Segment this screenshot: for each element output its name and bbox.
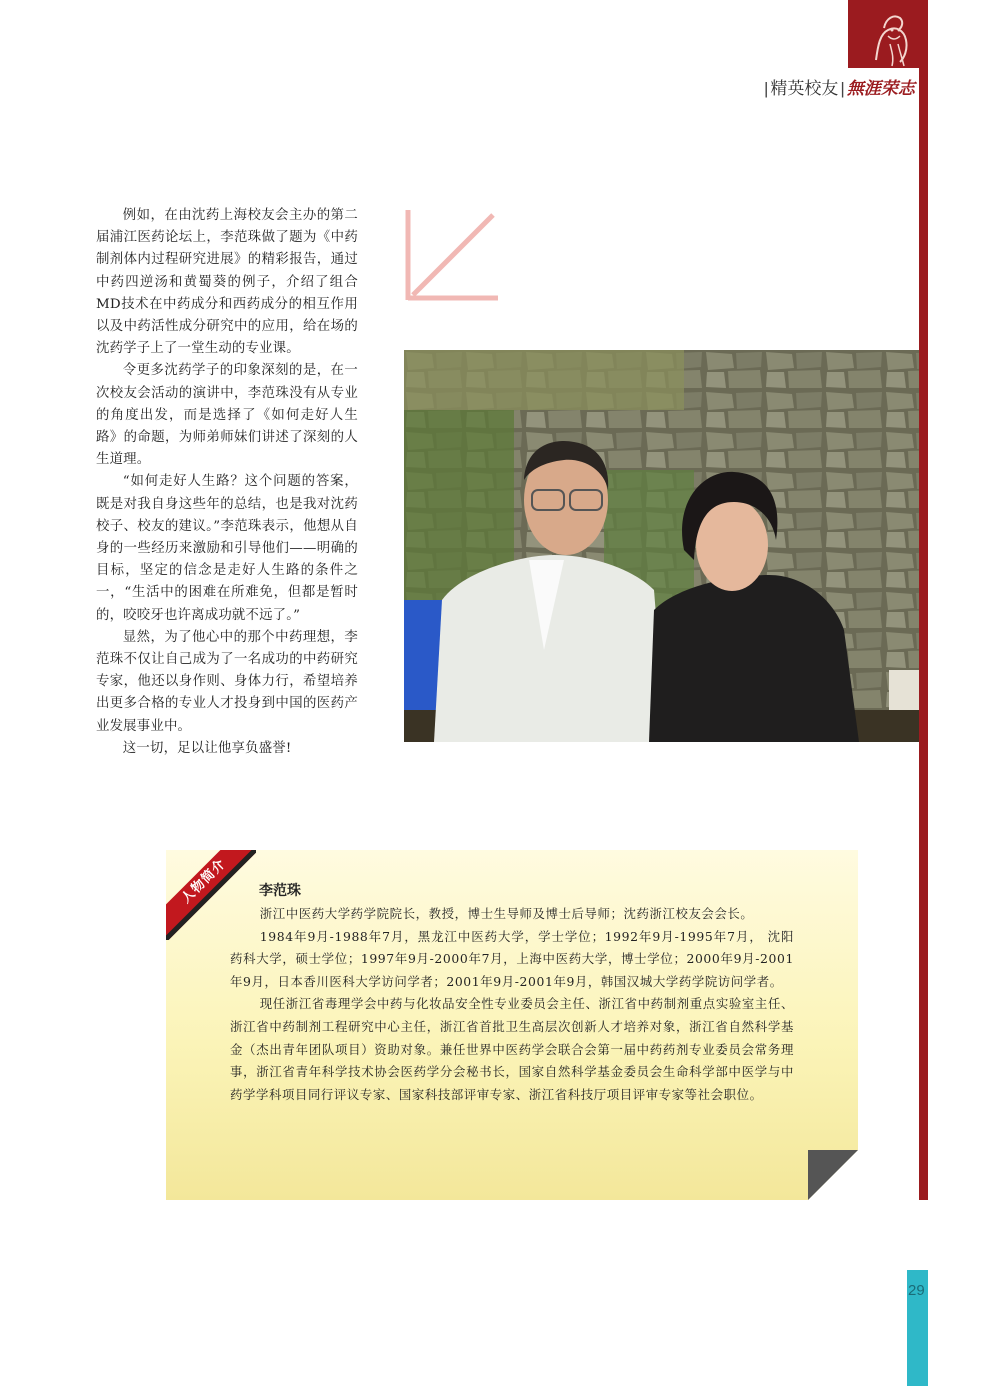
profile-tag: 人物简介 (166, 850, 256, 940)
profile-paragraph: 浙江中医药大学药学院院长，教授，博士生导师及博士后导师；沈药浙江校友会会长。 (259, 906, 754, 921)
article-paragraph: 这一切，足以让他享负盛誉! (122, 740, 292, 756)
arrow-decoration-icon (403, 205, 503, 305)
article-paragraph: 显然，为了他心中的那个中药理想，李范珠不仅让自己成为了一名成功的中药研究专家，他还以身作则、身体力行，希望培养出更多合格的专业人才投身到中国的医药产业发展事业中。 (96, 629, 358, 734)
photo-image (404, 350, 919, 742)
page-number: 29 (908, 1282, 925, 1299)
header-divider: | (840, 79, 845, 98)
magazine-logo (848, 0, 928, 68)
section-header (762, 74, 915, 99)
header-divider: | (764, 79, 769, 98)
article-paragraph: 例如，在由沈药上海校友会主办的第二届浦江医药论坛上，李范珠做了题为《中药制剂体内过程研究进展》的精彩报告，通过中药四逆汤和黄蜀葵的例子，介绍了组合MD技术在中药成分和西药成分的相互作用以及中药活性成分研究中的应用，给在场的沈药学子上了一堂生动的专业课。 (96, 208, 358, 357)
article-body (96, 205, 358, 760)
profile-name: 李范珠 (259, 883, 301, 899)
page-fold-icon (808, 1150, 858, 1200)
section-title: 精英校友 (770, 79, 839, 98)
red-side-bar (919, 68, 928, 1200)
scholar-portrait-icon (848, 0, 928, 68)
article-paragraph: “如何走好人生路？这个问题的答案，既是对我自身这些年的总结，也是我对沈药校子、校友的建议。”李范珠表示，他想从自身的一些经历来激励和引导他们——明确的目标，坚定的信念是走好人生路的条件之一，“生活中的困难在所难免，但都是暂时的，咬咬牙也许离成功就不远了。” (96, 474, 358, 623)
profile-body (230, 903, 794, 1106)
magazine-brand: 無涯荣志 (846, 79, 915, 99)
article-paragraph: 令更多沈药学子的印象深刻的是，在一次校友会活动的演讲中，李范珠没有从专业的角度出发，而是选择了《如何走好人生路》的命题，为师弟师妹们讲述了深刻的人生道理。 (96, 363, 358, 468)
profile-paragraph: 1984年9月-1988年7月，黑龙江中医药大学，学士学位；1992年9月-1995年7月， 沈阳药科大学，硕士学位；1997年9月-2000年7月，上海中医药大学，博士学位；2000年9月-2001年9月，日本香川医科大学访问学者；2001年9月-2001年9月，韩国汉城大学药学院访问学者。 (230, 928, 794, 989)
profile-paragraph: 现任浙江省毒理学会中药与化妆品安全性专业委员会主任、浙江省中药制剂重点实验室主任、浙江省中药制剂工程研究中心主任，浙江省首批卫生高层次创新人才培养对象，浙江省自然科学基金（杰出青年团队项目）资助对象。兼任世界中医药学会联合会第一届中药药剂专业委员会常务理事，浙江省青年科学技术协会医药学分会秘书长，国家自然科学基金委员会生命科学部中医学与中药学学科项目同行评议专家、国家科技部评审专家、浙江省科技厅项目评审专家等社会职位。 (230, 996, 794, 1102)
portrait-photo (404, 350, 919, 742)
